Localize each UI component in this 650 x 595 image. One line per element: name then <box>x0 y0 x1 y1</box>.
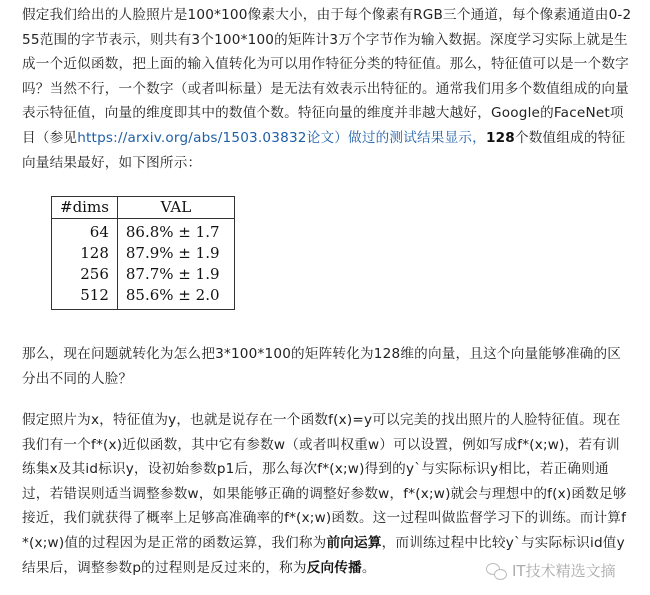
cell-dims: 256 <box>52 264 118 285</box>
header-val: VAL <box>117 197 234 219</box>
paragraph-text-end: 个数值组成的特征向量结果最好，如下图所示： <box>22 129 626 171</box>
watermark <box>486 560 616 581</box>
cell-val: 85.6% ± 2.0 <box>125 286 220 304</box>
bold-128: 128 <box>485 129 515 146</box>
watermark-text: IT技术精选文摘 <box>512 562 616 580</box>
cell-dims: 512 <box>52 285 118 310</box>
table-row <box>52 219 235 244</box>
paragraph-question: 那么，现在问题就转化为怎么把3*100*100的矩阵转化为128维的向量，且这个向量能够准确的区分出不同的人脸？ <box>22 346 622 387</box>
paragraph-text: ，而训练过程中比较y`与实际标识id值y结果后，调整参数p的过程则是反过来的，称为 <box>22 534 625 576</box>
cell-val: 86.8% ± 1.7 <box>125 223 220 241</box>
dims-val-table <box>51 196 235 310</box>
cell-dims: 64 <box>52 219 118 244</box>
bold-backprop: 反向传播 <box>306 559 362 576</box>
paragraph-training <box>22 408 632 580</box>
table-row <box>52 243 235 264</box>
cell-val: 87.9% ± 1.9 <box>125 244 220 262</box>
paragraph-text: 假定我们给出的人脸照片是100*100像素大小，由于每个像素有RGB三个通道，每个像素通道由0-255范围的字节表示，则共有3个100*100的矩阵计3万个字节作为输入数据。深度学习实际上就是生成一个近似函数，把上面的输入值转化为可以用作特征分类的特征值。那么，特征值可以是一个数字吗？当然不行，一个数字（或者叫标量）是无法有效表示出特征的。通常我们用多个数值组成的向量表示特征值，向量的维度即其中的数值个数。特征向量的维度并非越大越好，Google的FaceNet项目（参见 <box>22 7 632 146</box>
header-dims: #dims <box>52 197 118 219</box>
cell-val: 87.7% ± 1.9 <box>125 265 220 283</box>
arxiv-link[interactable]: https://arxiv.org/abs/1503.03832论文）做过的测试结果显示， <box>77 129 486 146</box>
wechat-icon <box>486 563 506 579</box>
paragraph-text: 。 <box>361 559 376 576</box>
paragraph-text: 假定照片为x，特征值为y，也就是说存在一个函数f(x)=y可以完美的找出照片的人脸特征值。现在我们有一个f*(x)近似函数，其中它有参数w（或者叫权重w）可以设置，例如写成f*(x;w)，若有训练集x及其id标识y，设初始参数p1后，那么每次f*(x;w)得到的y`与实际标识y相比，若正确则通过，若错误则适当调整参数w，如果能够正确的调整好参数w，f*(x;w)就会与理想中的f(x)函数足够接近，我们就获得了概率上足够高准确率的f*(x;w)函数。这一过程叫做监督学习下的训练。而计算f*(x;w)值的过程因为是正常的函数运算，我们称为 <box>22 412 627 551</box>
cell-dims: 128 <box>52 243 118 264</box>
table-row <box>52 264 235 285</box>
table-row <box>52 285 235 310</box>
bold-forward: 前向运算 <box>326 534 382 551</box>
paragraph-intro <box>22 3 632 175</box>
